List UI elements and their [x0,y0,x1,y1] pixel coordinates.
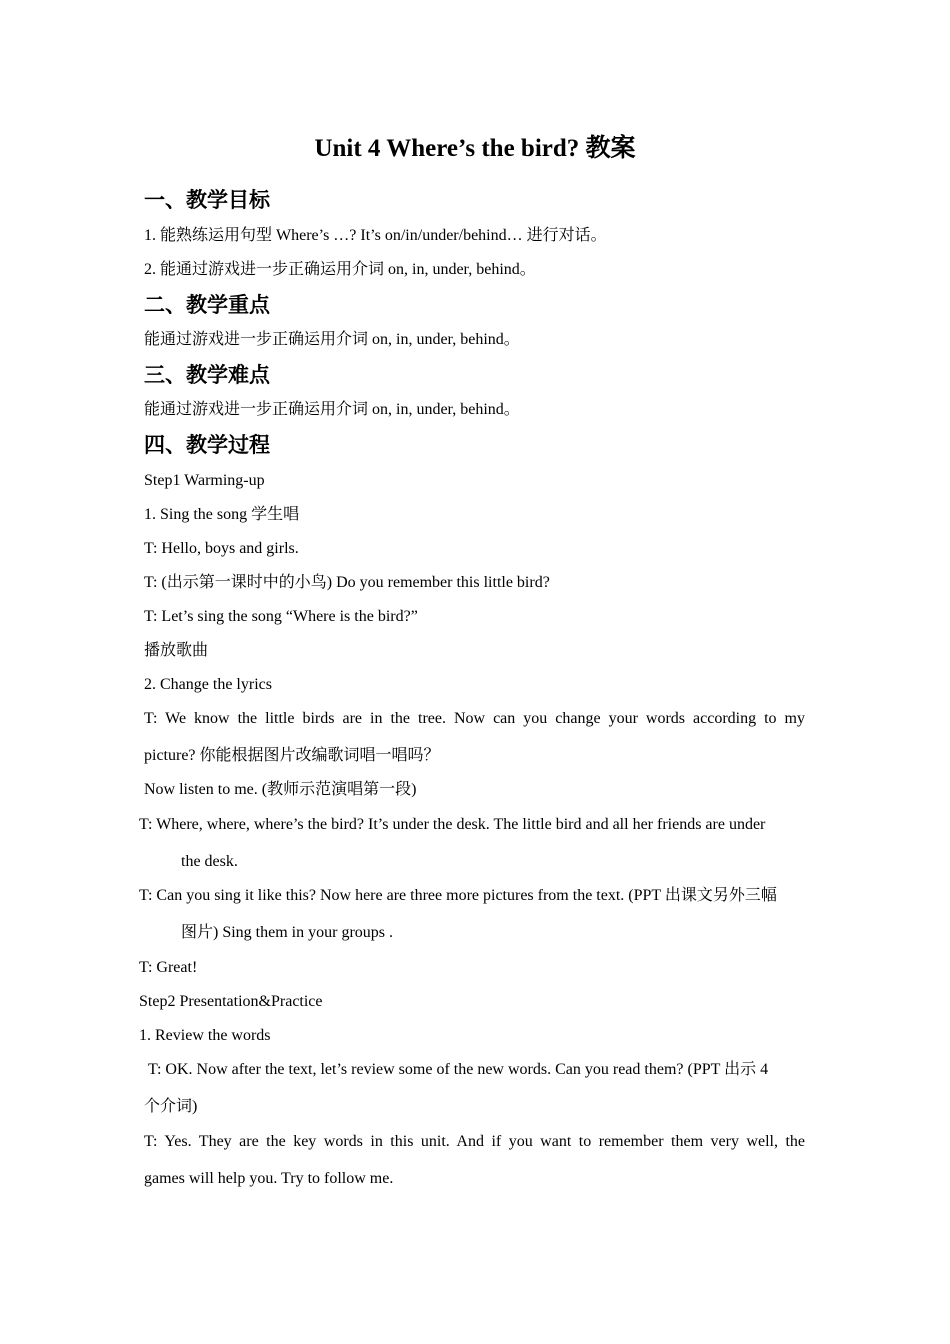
process-line: T: Great! [139,959,198,976]
process-line: T: Hello, boys and girls. [144,540,299,557]
heading-process: 四、教学过程 [144,433,270,457]
process-line: 图片) Sing them in your groups . [181,924,393,941]
heading-objectives: 一、教学目标 [144,188,270,212]
process-line: Now listen to me. (教师示范演唱第一段) [144,781,417,798]
process-line: 1. Review the words [139,1027,271,1044]
process-line: T: We know the little birds are in the tree. Now can you change your words according to my [144,710,805,727]
process-line: games will help you. Try to follow me. [144,1170,394,1187]
heading-difficulties: 三、教学难点 [144,363,270,387]
process-line: 个介词) [144,1098,198,1115]
process-line: picture? 你能根据图片改编歌词唱一唱吗？ [144,747,440,764]
difficulties-text: 能通过游戏进一步正确运用介词 on, in, under, behind。 [144,401,520,418]
objective-item-2: 2. 能通过游戏进一步正确运用介词 on, in, under, behind。 [144,261,536,278]
objective-item-1: 1. 能熟练运用句型 Where’s …? It’s on/in/under/behind… 进行对话。 [144,227,607,244]
process-line: the desk. [181,853,238,870]
process-line: 1. Sing the song 学生唱 [144,506,300,523]
process-line: T: Can you sing it like this? Now here are three more pictures from the text. (PPT 出课文另外三幅 [139,887,777,904]
document-title: Unit 4 Where’s the bird? 教案 [314,135,636,162]
process-line: T: Where, where, where’s the bird? It’s under the desk. The little bird and all her friends are under [139,816,766,833]
process-line: T: (出示第一课时中的小鸟) Do you remember this little bird? [144,574,550,591]
key-points-text: 能通过游戏进一步正确运用介词 on, in, under, behind。 [144,331,520,348]
process-line: Step2 Presentation&Practice [139,993,323,1010]
process-line: 播放歌曲 [144,642,209,659]
process-line: T: OK. Now after the text, let’s review some of the new words. Can you read them? (PPT 出示 4 [148,1061,769,1078]
process-line: Step1 Warming-up [144,472,265,489]
process-line: T: Yes. They are the key words in this unit. And if you want to remember them very well, the [144,1133,805,1150]
process-line: 2. Change the lyrics [144,676,272,693]
heading-key-points: 二、教学重点 [144,293,270,317]
process-line: T: Let’s sing the song “Where is the bird?” [144,608,418,625]
